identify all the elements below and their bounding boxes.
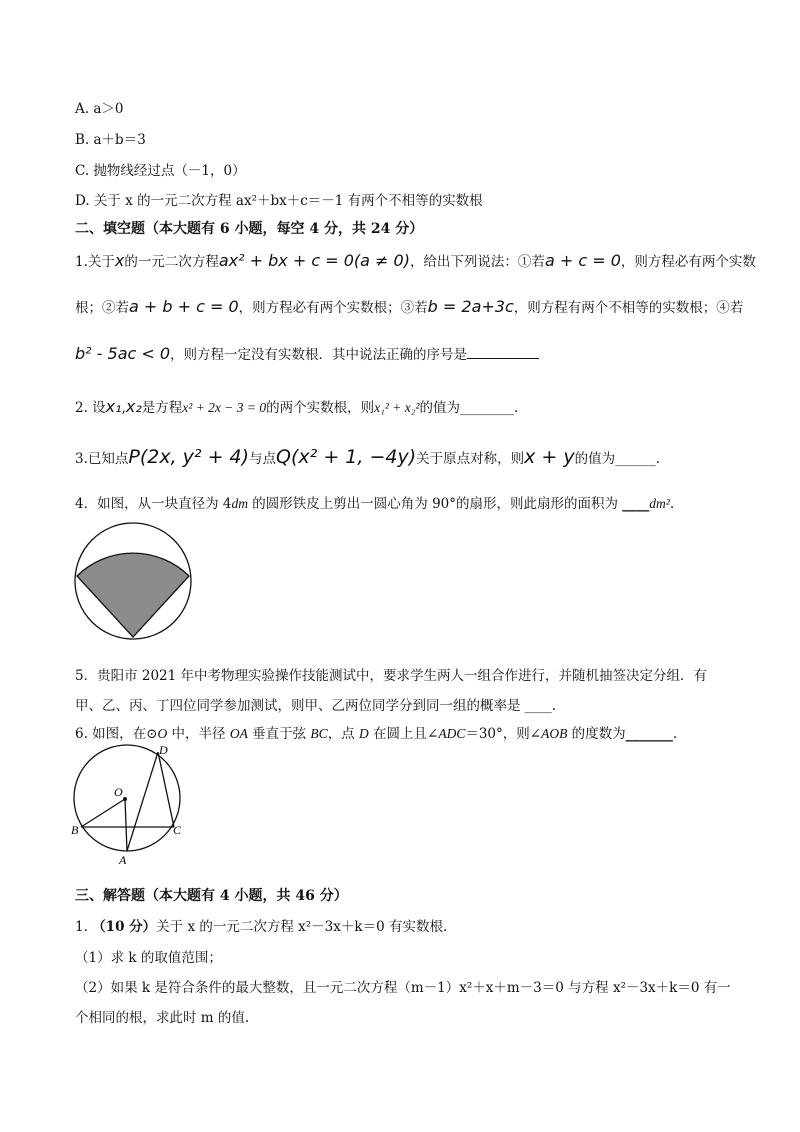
option-c: C. 抛物线经过点（－1，0） — [75, 163, 246, 179]
q2-5-line-2: 甲、乙、丙、丁四位同学参加测试，则甲、乙两位同学分到同一组的概率是 ____. — [75, 698, 557, 714]
label-a: A — [119, 853, 127, 867]
center-point — [123, 797, 127, 801]
answer-blank — [467, 344, 539, 359]
q2-1-line-1: 1.关于x的一元二次方程ax² + bx + c = 0(a ≠ 0)，给出下列说法：①若a + c = 0，则方程必有两个实数 — [75, 251, 756, 270]
section-title-solve: 三、解答题（本大题有 4 小题，共 46 分） — [75, 888, 348, 904]
q2-1-line-3: b² - 5ac < 0，则方程一定没有实数根．其中说法正确的序号是 — [75, 343, 539, 363]
q3-1: 1. （10 分）关于 x 的一元二次方程 x²－3x＋k＝0 有实数根. — [75, 919, 448, 935]
q2-5-line-1: 5．贵阳市 2021 年中考物理实验操作技能测试中，要求学生两人一组合作进行，并随机抽签决定分组．有 — [75, 668, 708, 684]
q3-1-part-2: （2）如果 k 是符合条件的最大整数，且一元二次方程（m－1）x²＋x＋m－3＝0 与方程 x²－3x＋k＝0 有一 — [75, 980, 731, 996]
q2-3: 3.已知点P(2x, y² + 4)与点Q(x² + 1, −4y)关于原点对称，则x + y的值为______. — [75, 446, 660, 468]
label-d: D — [159, 743, 168, 757]
option-d: D. 关于 x 的一元二次方程 ax²＋bx＋c＝－1 有两个不相等的实数根 — [75, 193, 483, 209]
figure-circle-chord — [70, 742, 195, 867]
figure-circle-sector — [72, 520, 194, 642]
q3-1-part-1: （1）求 k 的取值范围； — [75, 950, 222, 966]
section-title-fill-blank: 二、填空题（本大题有 6 小题，每空 4 分，共 24 分） — [75, 221, 424, 237]
segment-ad — [127, 752, 158, 851]
segment-dc — [158, 752, 174, 827]
q2-4: 4．如图，从一块直径为 4dm 的圆形铁皮上剪出一圆心角为 90°的扇形，则此扇形的面积为 ____dm². — [75, 496, 675, 512]
label-o: O — [114, 785, 123, 799]
option-b: B. a＋b＝3 — [75, 132, 146, 148]
q2-1-line-2: 根；②若a + b + c = 0，则方程必有两个实数根；③若b = 2a+3c，则方程有两个不相等的实数根；④若 — [75, 297, 744, 316]
q2-6: 6. 如图，在⊙O 中，半径 OA 垂直于弦 BC，点 D 在圆上且∠ADC＝30°，则∠AOB 的度数为_______. — [75, 726, 678, 742]
segment-ob — [81, 799, 125, 827]
label-b: B — [71, 823, 79, 837]
q2-2: 2. 设x₁,x₂是方程x² + 2x − 3 = 0的两个实数根，则x₁² + x₂²的值为________. — [75, 397, 519, 416]
q3-1-part-2-cont: 个相同的根，求此时 m 的值. — [75, 1010, 250, 1026]
radius-oa — [125, 799, 127, 851]
label-c: C — [173, 823, 182, 837]
option-a: A. a＞0 — [75, 101, 124, 117]
